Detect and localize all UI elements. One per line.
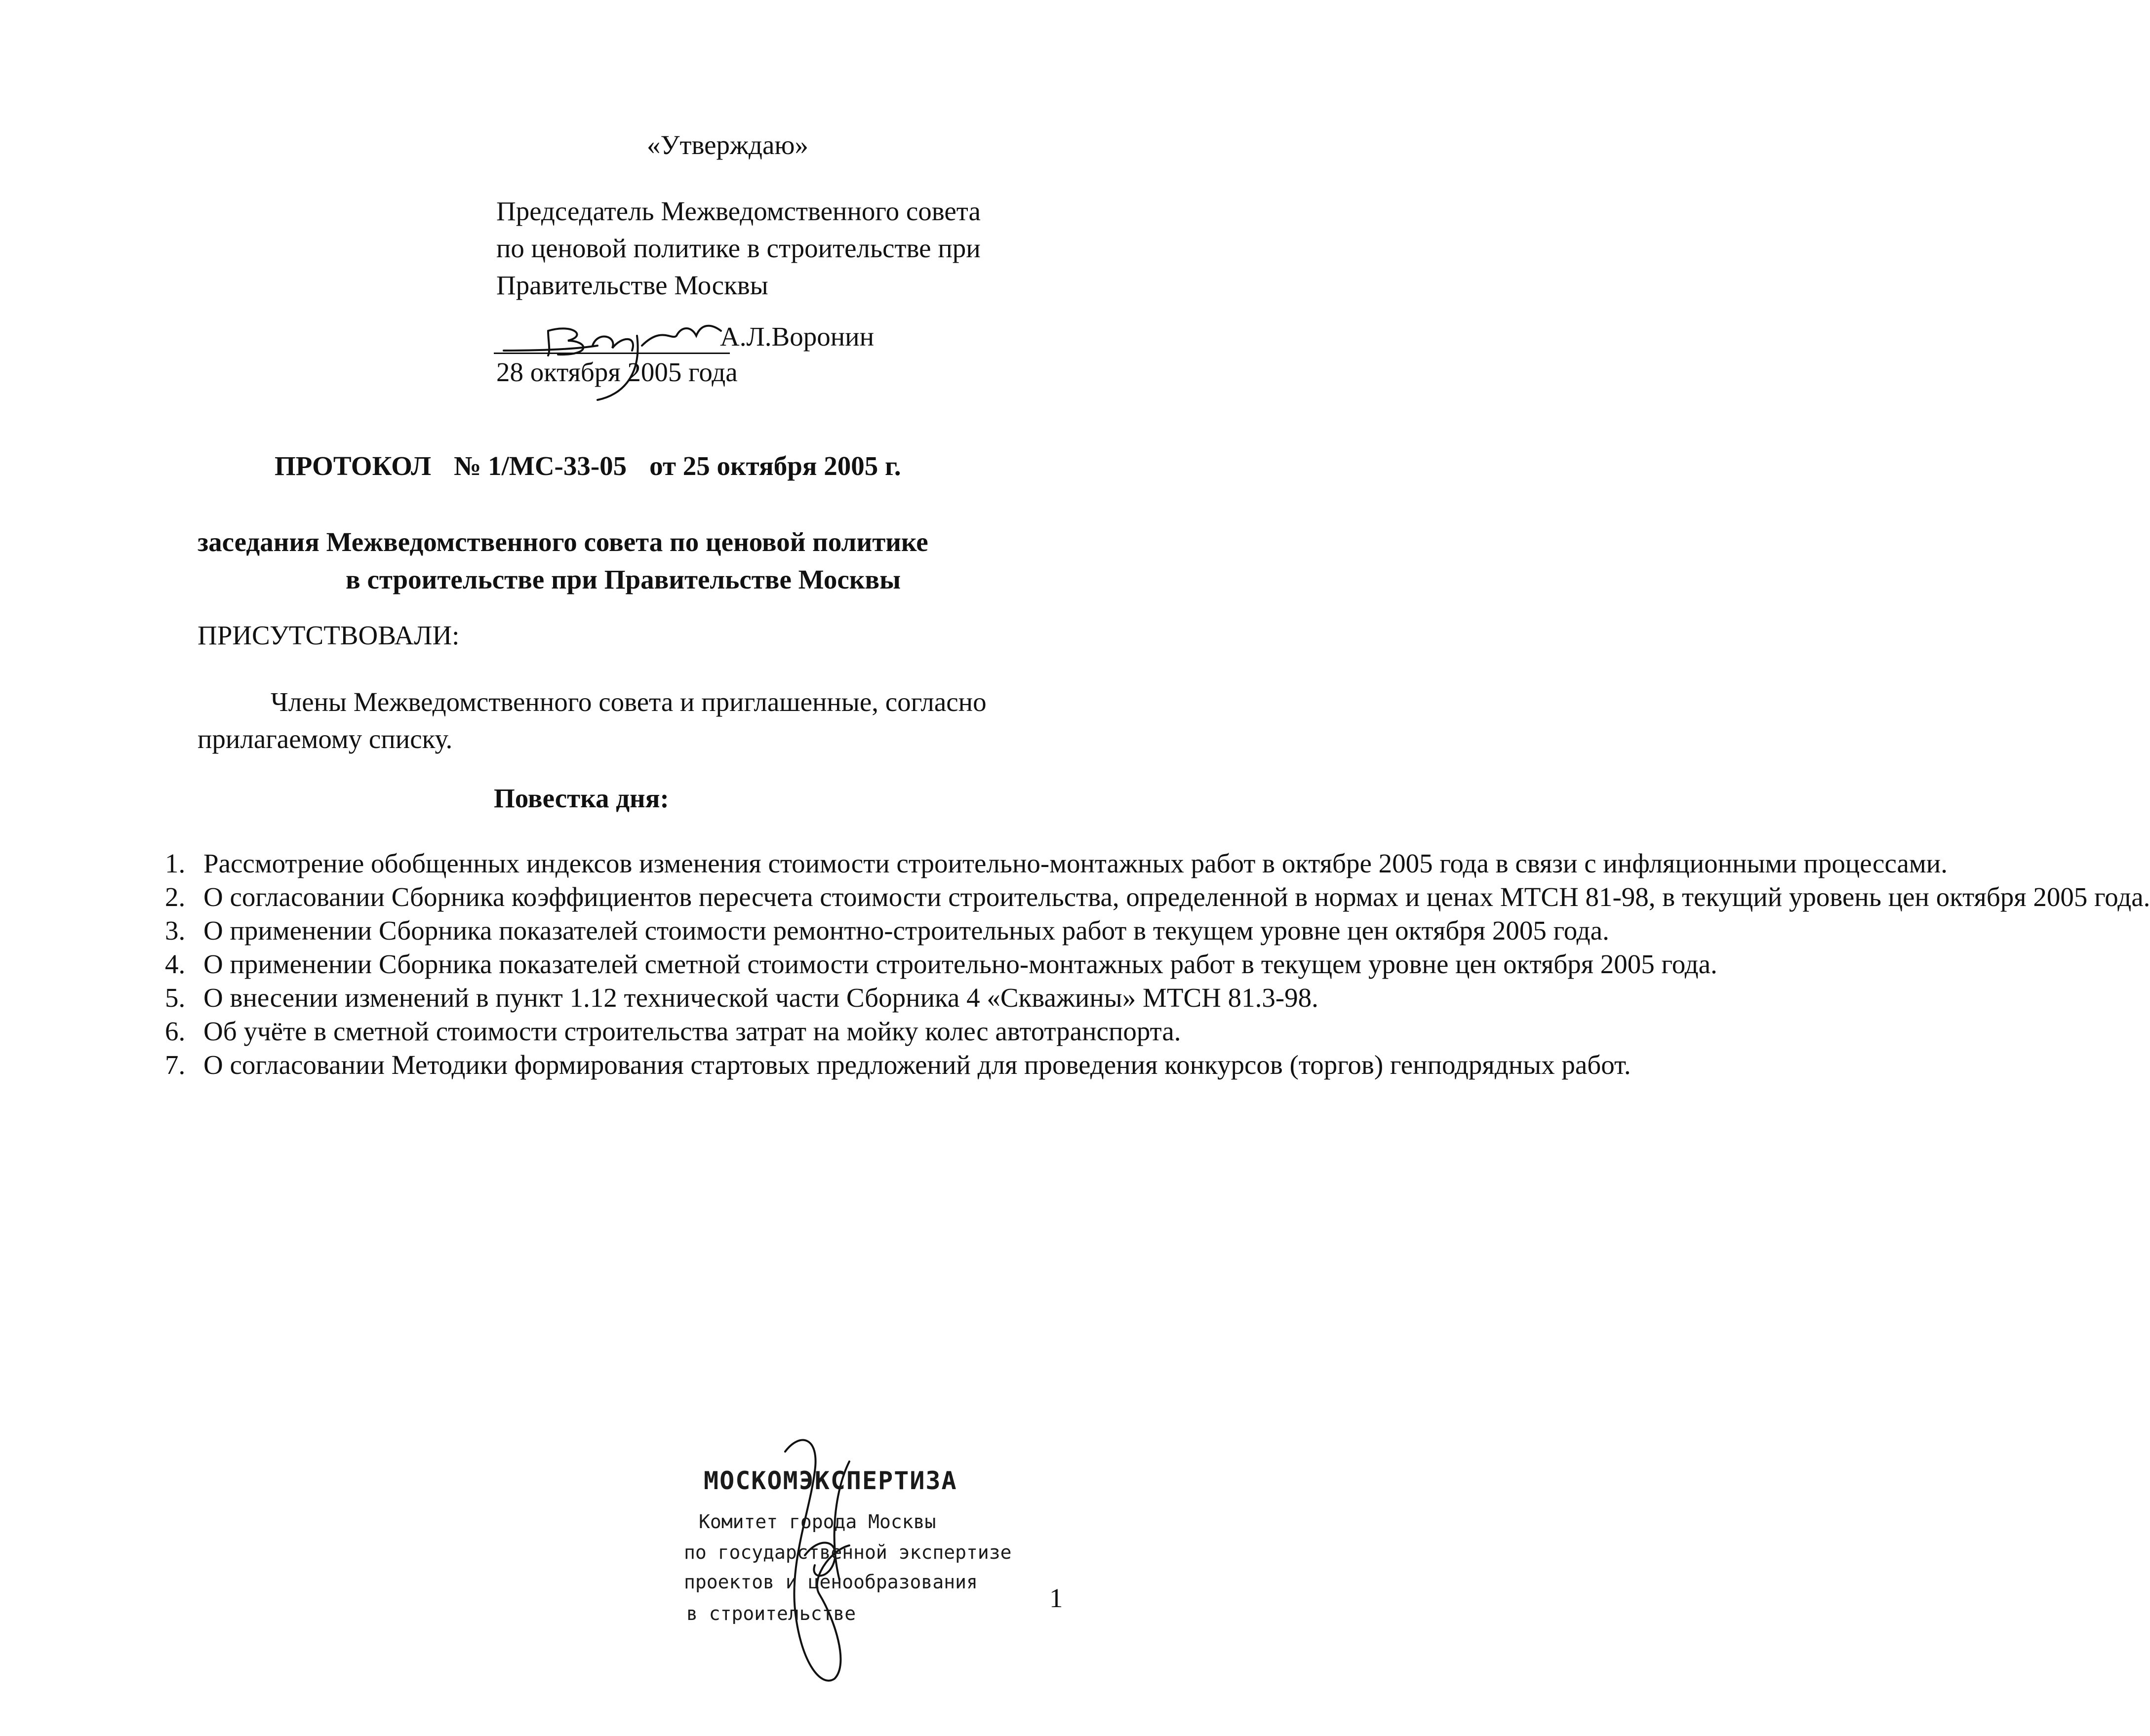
page-number: 1 [1049,1583,1063,1613]
meeting-title-line: в строительстве при Правительстве Москвы [346,564,901,594]
agenda-item [148,1048,1631,1082]
agenda-item-text: О внесении изменений в пункт 1.12 технической части Сборника 4 «Скважины» МТСН 81.3-98. [203,983,1318,1013]
agenda-item-number: 2. [165,882,186,912]
protocol-label: ПРОТОКОЛ [275,451,432,481]
protocol-title [275,450,901,481]
agenda-item-number: 7. [165,1050,186,1080]
signer-name: А.Л.Воронин [720,321,875,352]
agenda-item-text: О согласовании Сборника коэффициентов пересчета стоимости строительства, определенной в нормах и ценах МТСН 81-98, в текущий уровень цен октября 2005 года. [203,882,2150,912]
chairman-title-line: Правительстве Москвы [496,270,768,300]
stamp-line: Комитет города Москвы [699,1511,936,1533]
attendance-text: Члены Межведомственного совета и приглашенные, согласно прилагаемому списку. [198,687,987,754]
agenda-item-text: О согласовании Методики формирования стартовых предложений для проведения конкурсов (торгов) генподрядных работ. [203,1050,1631,1080]
chairman-title-line: Председатель Межведомственного совета [496,196,981,226]
stamp-line: в строительстве [686,1603,856,1624]
approval-date: 28 октября 2005 года [496,357,738,387]
stamp-line: проектов и ценообразования [684,1571,978,1593]
agenda-item-number: 5. [165,983,186,1013]
meeting-title [198,523,928,598]
agenda-item [148,880,2150,914]
agenda-item-text: Рассмотрение обобщенных индексов изменения стоимости строительно-монтажных работ в октябре 2005 года в связи с инфляционными процессами. [203,848,1948,878]
agenda-item-number: 4. [165,949,186,979]
agenda-item-number: 3. [165,915,186,946]
agenda-item-text: Об учёте в сметной стоимости строительства затрат на мойку колес автотранспорта. [203,1016,1181,1046]
stamp-line: по государственной экспертизе [684,1541,1012,1563]
agenda-item [148,914,1609,947]
official-stamp [672,1432,1047,1698]
agenda-item [148,947,1717,981]
agenda-item-text: О применении Сборника показателей стоимости ремонтно-строительных работ в текущем уровне цен октября 2005 года. [203,915,1609,946]
agenda-item-number: 6. [165,1016,186,1046]
stamp-organization: МОСКОМЭКСПЕРТИЗА [704,1466,957,1495]
agenda-list [148,847,2150,1082]
protocol-date: от 25 октября 2005 г. [649,451,901,481]
attendance-heading: ПРИСУТСТВОВАЛИ: [198,620,460,650]
agenda-item [148,981,1318,1015]
chairman-title-line: по ценовой политике в строительстве при [496,233,981,263]
approval-heading: «Утверждаю» [647,130,809,160]
protocol-number: № 1/МС-33-05 [454,451,627,481]
meeting-title-line: заседания Межведомственного совета по ценовой политике [198,527,928,557]
agenda-item-text: О применении Сборника показателей сметной стоимости строительно-монтажных работ в текущем уровне цен октября 2005 года. [203,949,1717,979]
agenda-title: Повестка дня: [494,783,669,813]
agenda-item [148,847,1948,880]
agenda-item [148,1015,1181,1048]
agenda-item-number: 1. [165,848,186,878]
